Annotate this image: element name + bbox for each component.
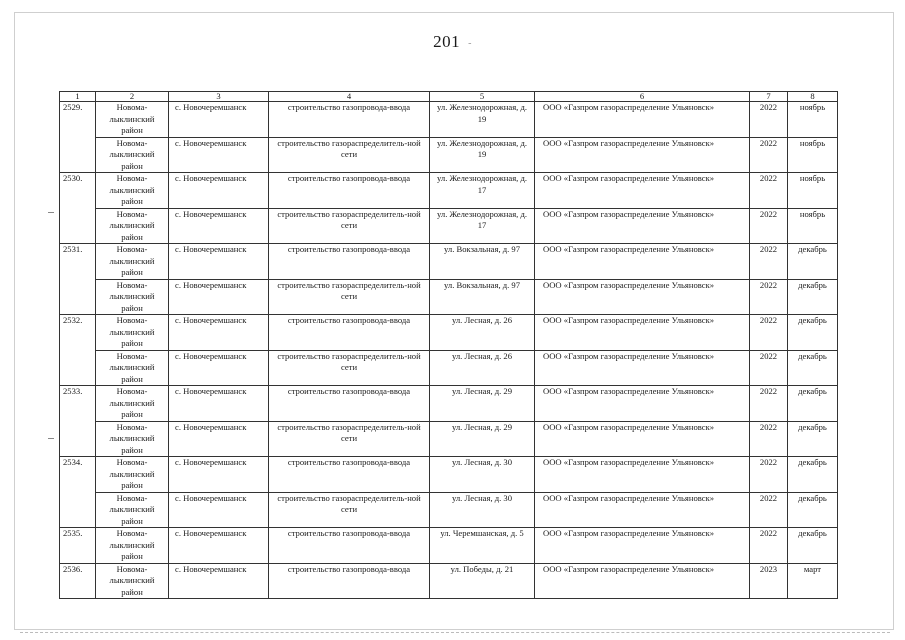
year-cell: 2022 <box>750 315 788 351</box>
column-header-6: 6 <box>535 92 750 102</box>
row-number-cell: 2532. <box>60 315 96 386</box>
district-cell: Новома-лыклинский район <box>96 457 169 493</box>
district-cell: Новома-лыклинский район <box>96 244 169 280</box>
month-cell: ноябрь <box>788 208 838 244</box>
table-row <box>60 386 838 422</box>
row-number-cell: 2536. <box>60 563 96 599</box>
month-cell: декабрь <box>788 386 838 422</box>
row-number-cell: 2529. <box>60 102 96 173</box>
row-number-cell: 2533. <box>60 386 96 457</box>
column-header-2: 2 <box>96 92 169 102</box>
year-cell: 2022 <box>750 457 788 493</box>
address-cell: ул. Железнодорожная, д. 17 <box>430 173 535 209</box>
page-number-mark: - <box>468 37 472 49</box>
organization-cell: ООО «Газпром газораспределение Ульяновск» <box>535 279 750 315</box>
locality-cell: с. Новочеремшанск <box>169 173 269 209</box>
table-row <box>60 137 838 173</box>
district-cell: Новома-лыклинский район <box>96 102 169 138</box>
year-cell: 2022 <box>750 350 788 386</box>
organization-cell: ООО «Газпром газораспределение Ульяновск» <box>535 528 750 564</box>
year-cell: 2022 <box>750 279 788 315</box>
address-cell: ул. Вокзальная, д. 97 <box>430 279 535 315</box>
column-header-1: 1 <box>60 92 96 102</box>
organization-cell: ООО «Газпром газораспределение Ульяновск» <box>535 315 750 351</box>
column-header-5: 5 <box>430 92 535 102</box>
row-number-cell: 2530. <box>60 173 96 244</box>
locality-cell: с. Новочеремшанск <box>169 137 269 173</box>
work-type-cell: строительство газопровода-ввода <box>269 457 430 493</box>
month-cell: декабрь <box>788 279 838 315</box>
locality-cell: с. Новочеремшанск <box>169 457 269 493</box>
organization-cell: ООО «Газпром газораспределение Ульяновск» <box>535 421 750 457</box>
work-type-cell: строительство газопровода-ввода <box>269 244 430 280</box>
district-cell: Новома-лыклинский район <box>96 315 169 351</box>
year-cell: 2022 <box>750 102 788 138</box>
margin-mark <box>48 438 54 439</box>
locality-cell: с. Новочеремшанск <box>169 421 269 457</box>
month-cell: ноябрь <box>788 137 838 173</box>
table-row <box>60 421 838 457</box>
locality-cell: с. Новочеремшанск <box>169 102 269 138</box>
month-cell: декабрь <box>788 457 838 493</box>
work-type-cell: строительство газопровода-ввода <box>269 528 430 564</box>
margin-mark <box>48 212 54 213</box>
work-type-cell: строительство газопровода-ввода <box>269 173 430 209</box>
locality-cell: с. Новочеремшанск <box>169 492 269 528</box>
month-cell: ноябрь <box>788 173 838 209</box>
month-cell: декабрь <box>788 528 838 564</box>
district-cell: Новома-лыклинский район <box>96 279 169 315</box>
month-cell: декабрь <box>788 244 838 280</box>
locality-cell: с. Новочеремшанск <box>169 208 269 244</box>
address-cell: ул. Черемшанская, д. 5 <box>430 528 535 564</box>
year-cell: 2023 <box>750 563 788 599</box>
table-row <box>60 208 838 244</box>
organization-cell: ООО «Газпром газораспределение Ульяновск» <box>535 173 750 209</box>
month-cell: декабрь <box>788 350 838 386</box>
locality-cell: с. Новочеремшанск <box>169 244 269 280</box>
locality-cell: с. Новочеремшанск <box>169 279 269 315</box>
work-type-cell: строительство газораспределитель-ной сети <box>269 492 430 528</box>
work-type-cell: строительство газопровода-ввода <box>269 386 430 422</box>
organization-cell: ООО «Газпром газораспределение Ульяновск» <box>535 102 750 138</box>
district-cell: Новома-лыклинский район <box>96 173 169 209</box>
table-row <box>60 279 838 315</box>
address-cell: ул. Лесная, д. 30 <box>430 457 535 493</box>
work-type-cell: строительство газопровода-ввода <box>269 315 430 351</box>
organization-cell: ООО «Газпром газораспределение Ульяновск» <box>535 492 750 528</box>
table-body <box>60 92 838 599</box>
month-cell: ноябрь <box>788 102 838 138</box>
page-number <box>0 32 905 52</box>
district-cell: Новома-лыклинский район <box>96 528 169 564</box>
year-cell: 2022 <box>750 137 788 173</box>
address-cell: ул. Лесная, д. 26 <box>430 315 535 351</box>
address-cell: ул. Железнодорожная, д. 17 <box>430 208 535 244</box>
work-type-cell: строительство газораспределитель-ной сети <box>269 279 430 315</box>
locality-cell: с. Новочеремшанск <box>169 563 269 599</box>
locality-cell: с. Новочеремшанск <box>169 350 269 386</box>
locality-cell: с. Новочеремшанск <box>169 386 269 422</box>
work-type-cell: строительство газопровода-ввода <box>269 102 430 138</box>
work-type-cell: строительство газопровода-ввода <box>269 563 430 599</box>
work-type-cell: строительство газораспределитель-ной сети <box>269 350 430 386</box>
work-type-cell: строительство газораспределитель-ной сети <box>269 137 430 173</box>
district-cell: Новома-лыклинский район <box>96 563 169 599</box>
year-cell: 2022 <box>750 386 788 422</box>
work-type-cell: строительство газораспределитель-ной сети <box>269 208 430 244</box>
organization-cell: ООО «Газпром газораспределение Ульяновск» <box>535 386 750 422</box>
organization-cell: ООО «Газпром газораспределение Ульяновск» <box>535 137 750 173</box>
month-cell: декабрь <box>788 315 838 351</box>
address-cell: ул. Лесная, д. 29 <box>430 386 535 422</box>
organization-cell: ООО «Газпром газораспределение Ульяновск» <box>535 350 750 386</box>
address-cell: ул. Лесная, д. 26 <box>430 350 535 386</box>
month-cell: декабрь <box>788 492 838 528</box>
year-cell: 2022 <box>750 173 788 209</box>
year-cell: 2022 <box>750 208 788 244</box>
column-header-row <box>60 92 838 102</box>
column-header-7: 7 <box>750 92 788 102</box>
column-header-3: 3 <box>169 92 269 102</box>
district-cell: Новома-лыклинский район <box>96 208 169 244</box>
year-cell: 2022 <box>750 244 788 280</box>
gas-works-table <box>59 91 838 599</box>
district-cell: Новома-лыклинский район <box>96 492 169 528</box>
row-number-cell: 2534. <box>60 457 96 528</box>
year-cell: 2022 <box>750 421 788 457</box>
address-cell: ул. Лесная, д. 30 <box>430 492 535 528</box>
organization-cell: ООО «Газпром газораспределение Ульяновск» <box>535 563 750 599</box>
address-cell: ул. Вокзальная, д. 97 <box>430 244 535 280</box>
address-cell: ул. Железнодорожная, д. 19 <box>430 137 535 173</box>
row-number-cell: 2531. <box>60 244 96 315</box>
column-header-8: 8 <box>788 92 838 102</box>
table-row <box>60 102 838 138</box>
district-cell: Новома-лыклинский район <box>96 421 169 457</box>
page-number-text: 201 <box>433 32 461 51</box>
table-row <box>60 457 838 493</box>
table-row <box>60 563 838 599</box>
year-cell: 2022 <box>750 528 788 564</box>
locality-cell: с. Новочеремшанск <box>169 528 269 564</box>
table-row <box>60 244 838 280</box>
address-cell: ул. Железнодорожная, д. 19 <box>430 102 535 138</box>
district-cell: Новома-лыклинский район <box>96 386 169 422</box>
month-cell: март <box>788 563 838 599</box>
table-row <box>60 315 838 351</box>
district-cell: Новома-лыклинский район <box>96 350 169 386</box>
month-cell: декабрь <box>788 421 838 457</box>
column-header-4: 4 <box>269 92 430 102</box>
organization-cell: ООО «Газпром газораспределение Ульяновск» <box>535 208 750 244</box>
address-cell: ул. Лесная, д. 29 <box>430 421 535 457</box>
table-row <box>60 528 838 564</box>
table-row <box>60 173 838 209</box>
locality-cell: с. Новочеремшанск <box>169 315 269 351</box>
address-cell: ул. Победы, д. 21 <box>430 563 535 599</box>
page-bottom-rule <box>20 632 890 633</box>
row-number-cell: 2535. <box>60 528 96 564</box>
table-row <box>60 350 838 386</box>
organization-cell: ООО «Газпром газораспределение Ульяновск» <box>535 244 750 280</box>
year-cell: 2022 <box>750 492 788 528</box>
work-type-cell: строительство газораспределитель-ной сети <box>269 421 430 457</box>
district-cell: Новома-лыклинский район <box>96 137 169 173</box>
table-row <box>60 492 838 528</box>
organization-cell: ООО «Газпром газораспределение Ульяновск» <box>535 457 750 493</box>
